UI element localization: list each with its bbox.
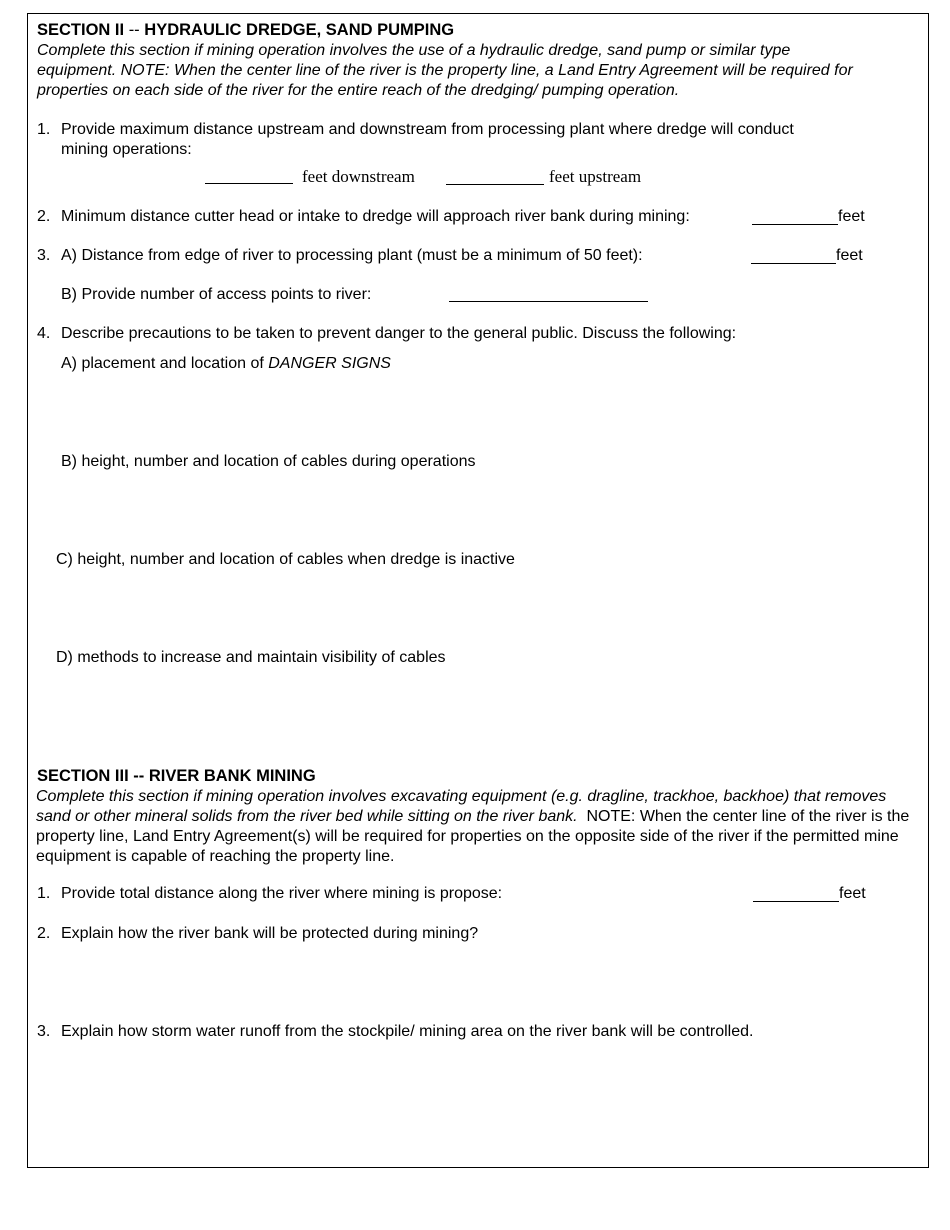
s2-q4a-prefix: A) placement and location of: [61, 355, 264, 372]
s2-q4-number: 4.: [37, 325, 51, 342]
s3-q3-number: 3.: [37, 1023, 51, 1040]
s2-q2-unit: feet: [838, 208, 865, 225]
s2-q3-number: 3.: [37, 247, 51, 264]
form-border: [27, 13, 929, 1168]
s2-q1-upstream-label: feet upstream: [549, 167, 642, 186]
s2-q4c-text: C) height, number and location of cables when dredge is inactive: [56, 551, 515, 568]
s3-q3-text: Explain how storm water runoff from the stockpile/ mining area on the river bank will be controlled.: [61, 1023, 754, 1040]
s2-q1-line-1: Provide maximum distance upstream and downstream from processing plant where dredge will conduct: [61, 121, 794, 138]
s3-q1-field[interactable]: [753, 901, 839, 902]
section2-heading-number: SECTION II: [37, 21, 125, 39]
s2-q2-text: Minimum distance cutter head or intake to dredge will approach river bank during mining:: [61, 208, 690, 225]
s2-q1-downstream-label: feet downstream: [302, 167, 415, 186]
s2-q3b-text: B) Provide number of access points to river:: [61, 286, 372, 303]
s2-q3a-text: A) Distance from edge of river to processing plant (must be a minimum of 50 feet):: [61, 247, 643, 264]
section3-intro-note: NOTE: When the center line of the river is the property line, Land Entry Agreement(s) will be required for properties on the opposite side of the river if the permitted mine equipment is capable of reaching the property line.: [36, 808, 910, 865]
s3-q1-text: Provide total distance along the river where mining is propose:: [61, 885, 503, 902]
s2-q4d-text: D) methods to increase and maintain visibility of cables: [56, 649, 446, 666]
section2-intro-line-1: Complete this section if mining operation involves the use of a hydraulic dredge, sand pump or similar type: [37, 42, 791, 59]
section3-heading: SECTION III -- RIVER BANK MINING: [37, 767, 316, 785]
s2-q1-line-2: mining operations:: [61, 141, 192, 158]
section3-intro: [36, 787, 912, 867]
s3-q2-number: 2.: [37, 925, 51, 942]
s2-q3a-unit: feet: [836, 247, 863, 264]
section2-heading: [37, 20, 454, 40]
s2-q1-downstream-field[interactable]: [205, 183, 293, 184]
s2-q3a-field[interactable]: [751, 263, 836, 264]
s2-q2-number: 2.: [37, 208, 51, 225]
section2-heading-title: HYDRAULIC DREDGE, SAND PUMPING: [144, 21, 455, 39]
s3-q1-unit: feet: [839, 885, 866, 902]
s2-q4a-danger-signs: DANGER SIGNS: [268, 355, 391, 372]
s3-q1-number: 1.: [37, 885, 51, 902]
section3-intro-italic: Complete this section if mining operation involves excavating equipment (e.g. dragline, trackhoe, backhoe) that removes sand or other mineral solids from the river bed while sitting on the river bank.: [36, 788, 887, 825]
s2-q1-upstream-field[interactable]: [446, 184, 544, 185]
section2-intro-line-2: equipment. NOTE: When the center line of the river is the property line, a Land Entry Agreement will be required for: [37, 62, 853, 79]
section2-intro-line-3: properties on each side of the river for the entire reach of the dredging/ pumping operation.: [37, 82, 680, 99]
s3-q2-text: Explain how the river bank will be protected during mining?: [61, 925, 479, 942]
s2-q2-field[interactable]: [752, 224, 838, 225]
s2-q1-number: 1.: [37, 121, 51, 138]
s2-q3b-field[interactable]: [449, 301, 648, 302]
s2-q4a: [61, 354, 391, 374]
s2-q4-text: Describe precautions to be taken to prevent danger to the general public. Discuss the following:: [61, 325, 737, 342]
s2-q4b-text: B) height, number and location of cables during operations: [61, 453, 476, 470]
section2-heading-separator: --: [128, 21, 140, 39]
